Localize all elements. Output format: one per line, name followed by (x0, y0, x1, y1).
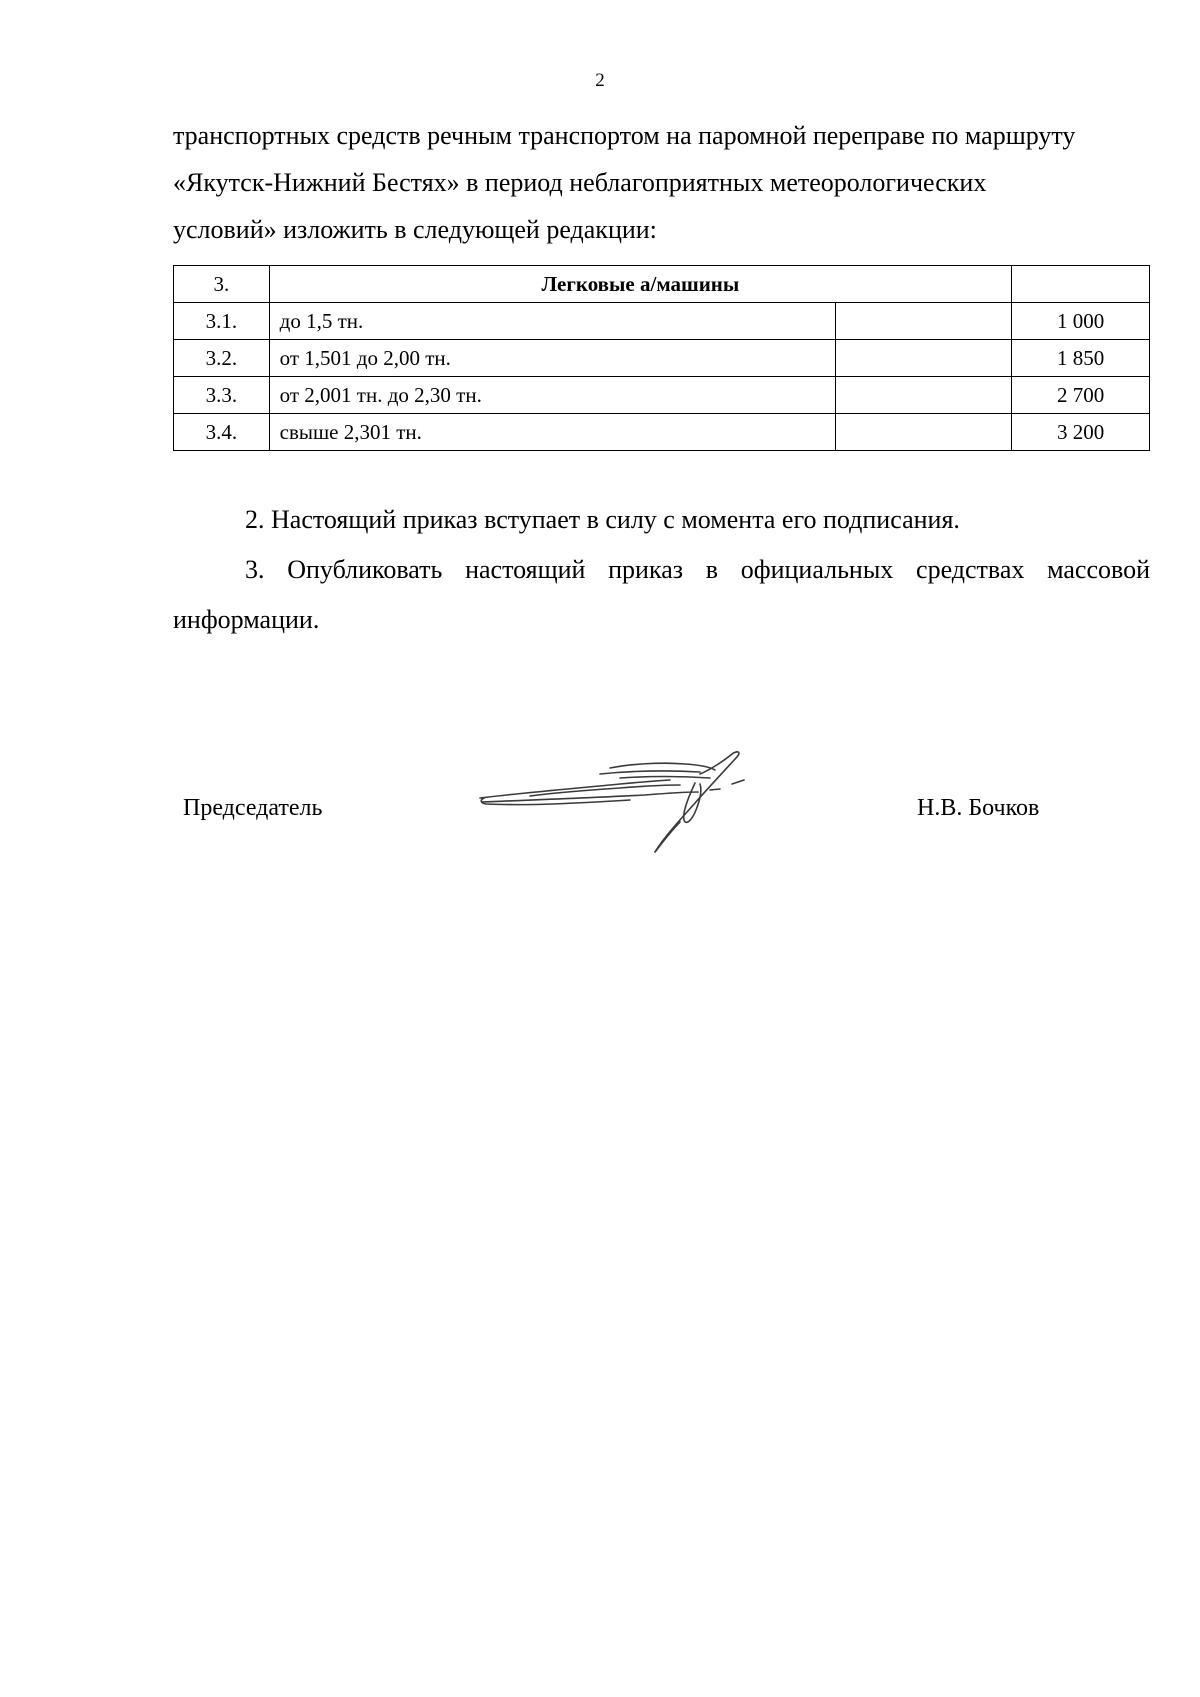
row-desc-cell: от 2,001 тн. до 2,30 тн. (269, 377, 835, 414)
clause-3: 3. Опубликовать настоящий приказ в официальных средствах массовой информации. (173, 555, 1150, 634)
table-row (174, 377, 1150, 414)
row-num-cell: 3.4. (174, 414, 270, 451)
row-desc-cell: до 1,5 тн. (269, 303, 835, 340)
header-title-cell: Легковые а/машины (269, 266, 1012, 303)
row-value-cell: 3 200 (1012, 414, 1150, 451)
tariff-table (173, 265, 1150, 451)
table-row (174, 340, 1150, 377)
row-empty-cell (835, 340, 1012, 377)
table-header-row (174, 266, 1150, 303)
row-num-cell: 3.3. (174, 377, 270, 414)
row-value-cell: 2 700 (1012, 377, 1150, 414)
row-value-cell: 1 850 (1012, 340, 1150, 377)
row-num-cell: 3.1. (174, 303, 270, 340)
signatory-position: Председатель (183, 795, 323, 821)
row-empty-cell (835, 377, 1012, 414)
handwritten-signature (470, 748, 790, 858)
row-desc-cell: свыше 2,301 тн. (269, 414, 835, 451)
page-number: 2 (595, 70, 605, 91)
row-num-cell: 3.2. (174, 340, 270, 377)
row-empty-cell (835, 414, 1012, 451)
row-value-cell: 1 000 (1012, 303, 1150, 340)
intro-line-3: условий» изложить в следующей редакции: (173, 215, 657, 244)
row-empty-cell (835, 303, 1012, 340)
clauses-section (173, 495, 1150, 645)
signatory-name: Н.В. Бочков (917, 795, 1040, 821)
table-row (174, 414, 1150, 451)
row-desc-cell: от 1,501 до 2,00 тн. (269, 340, 835, 377)
table-row (174, 303, 1150, 340)
header-num-cell: 3. (174, 266, 270, 303)
intro-paragraph (173, 112, 1150, 253)
clause-2: 2. Настоящий приказ вступает в силу с момента его подписания. (245, 505, 960, 534)
header-empty-cell (1012, 266, 1150, 303)
intro-line-1: транспортных средств речным транспортом на паромной переправе по маршруту (173, 121, 1076, 150)
intro-line-2: «Якутск-Нижний Бестях» в период неблагоприятных метеорологических (173, 168, 987, 197)
